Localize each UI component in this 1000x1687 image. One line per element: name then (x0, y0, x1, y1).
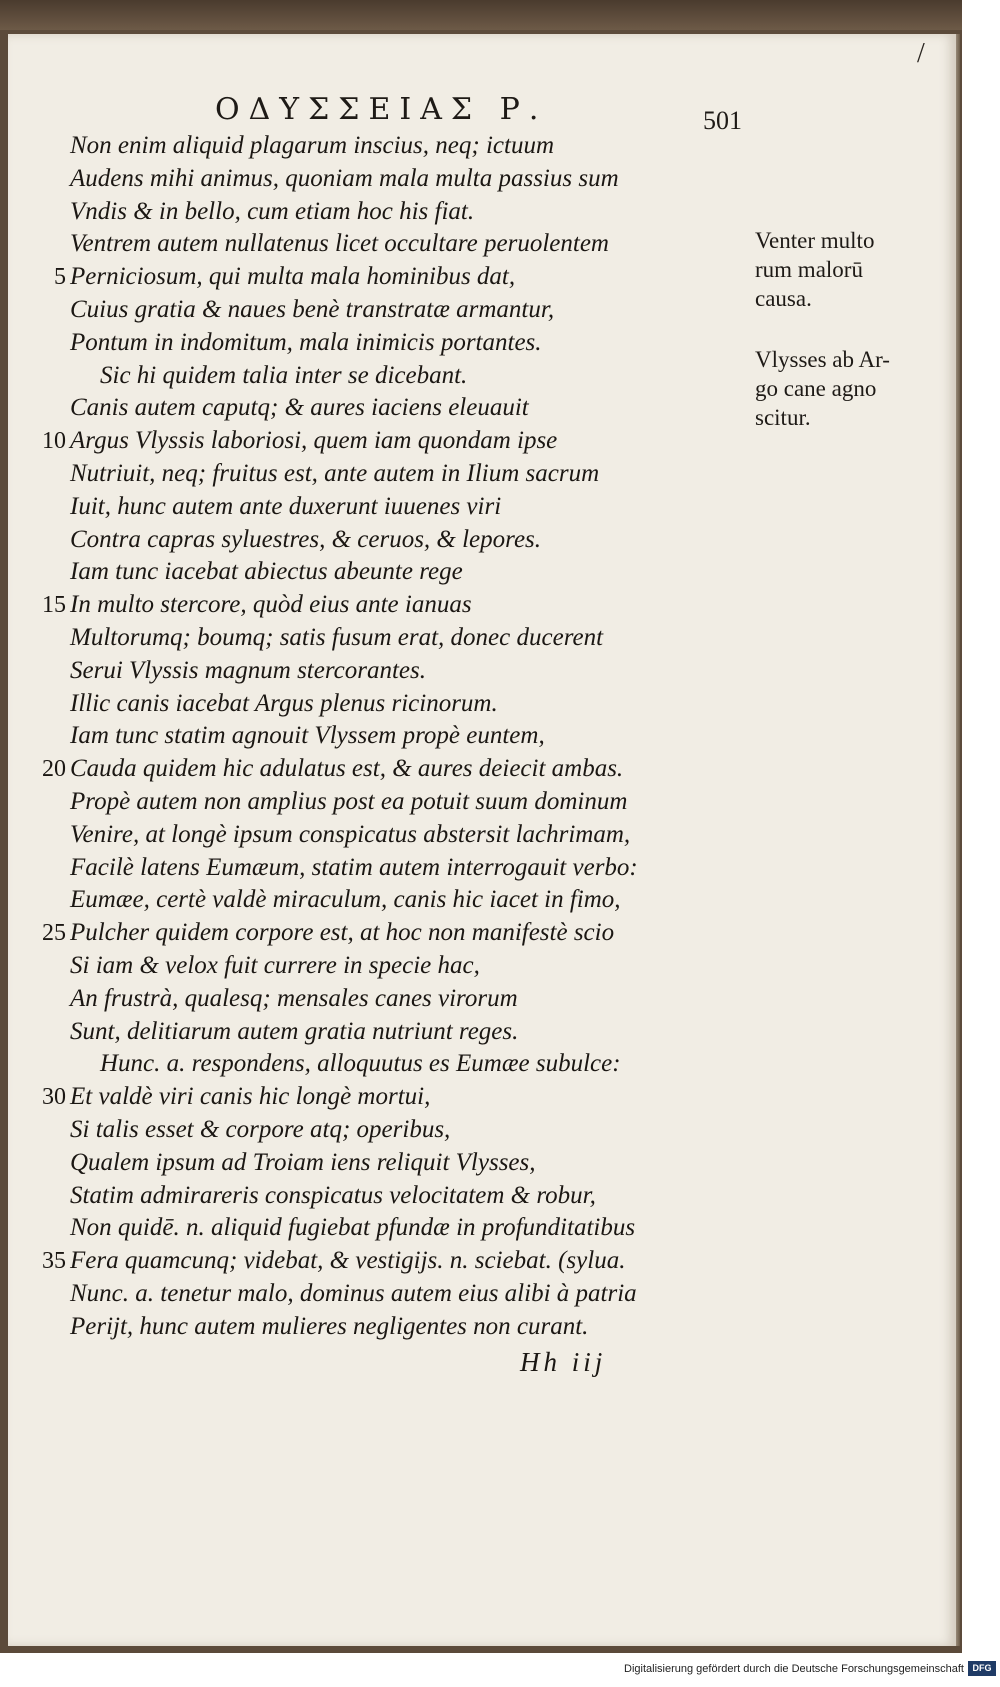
verse-line (28, 622, 728, 655)
verse-line (28, 1114, 728, 1147)
line-number: 5 (54, 264, 66, 291)
verse-line (28, 360, 728, 393)
verse-line (28, 1016, 728, 1049)
verse-line (28, 688, 728, 721)
verse-text: Perijt, hunc autem mulieres negligentes non curant. (70, 1312, 589, 1340)
verse-line (28, 1245, 728, 1278)
verse-text: Iam tunc statim agnouit Vlyssem propè euntem, (70, 722, 545, 750)
verse-text: Non quidē. n. aliquid fugiebat pfundæ in profunditatibus (70, 1214, 636, 1242)
verse-text: Nunc. a. tenetur malo, dominus autem eius alibi à patria (70, 1279, 637, 1307)
corner-mark: / (917, 38, 925, 69)
verse-line (28, 294, 728, 327)
verse-line (28, 1311, 728, 1344)
margin-note-line: Venter multo (755, 228, 875, 253)
verse-text: Eumæe, certè valdè miraculum, canis hic iacet in fimo, (70, 886, 621, 914)
verse-text: Sunt, delitiarum autem gratia nutriunt reges. (70, 1017, 519, 1045)
verse-text: Ventrem autem nullatenus licet occultare peruolentem (70, 230, 609, 258)
verse-line (28, 852, 728, 885)
verse-text: An frustrà, qualesq; mensales canes virorum (70, 984, 518, 1012)
margin-note-line: rum malorū (755, 257, 863, 282)
verse-text: Vndis & in bello, cum etiam hoc his fiat. (70, 197, 475, 225)
margin-note-line: Vlysses ab Ar- (755, 347, 890, 372)
verse-text: Contra capras syluestres, & ceruos, & lepores. (70, 525, 542, 553)
verse-line (28, 130, 728, 163)
verse-text: Sic hi quidem talia inter se dicebant. (100, 361, 468, 389)
line-number: 25 (42, 920, 66, 947)
verse-line (28, 228, 728, 261)
verse-text: Pontum in indomitum, mala inimicis portantes. (70, 328, 542, 356)
verse-line (28, 1147, 728, 1180)
verse-line (28, 491, 728, 524)
verse-line (28, 786, 728, 819)
verse-line (28, 1212, 728, 1245)
verse-line (28, 983, 728, 1016)
verse-line (28, 1278, 728, 1311)
signature-mark: Hh iij (520, 1347, 607, 1377)
verse-line (28, 720, 728, 753)
verse-text: Audens mihi animus, quoniam mala multa passius sum (70, 164, 619, 192)
verse-line (28, 425, 728, 458)
verse-line (28, 589, 728, 622)
verse-line (28, 1081, 728, 1114)
verse-text: Venire, at longè ipsum conspicatus abstersit lachrimam, (70, 820, 631, 848)
verse-line (28, 392, 728, 425)
verse-text: Statim admirareris conspicatus velocitatem & robur, (70, 1181, 596, 1209)
verse-text: Si talis esset & corpore atq; operibus, (70, 1115, 451, 1143)
verse-text: Propè autem non amplius post ea potuit suum dominum (70, 787, 628, 815)
verse-text: Qualem ipsum ad Troiam iens reliquit Vlysses, (70, 1148, 536, 1176)
margin-note-line: causa. (755, 286, 812, 311)
verse-line (28, 524, 728, 557)
verse-text: Perniciosum, qui multa mala hominibus dat, (70, 263, 516, 291)
running-head: ΟΔΥΣΣΕΙΑΣ Ρ. (215, 92, 548, 127)
verse-text: Nutriuit, neq; fruitus est, ante autem in Ilium sacrum (70, 459, 600, 487)
verse-text: Iam tunc iacebat abiectus abeunte rege (70, 558, 463, 586)
verse-text: Argus Vlyssis laboriosi, quem iam quondam ipse (70, 427, 558, 455)
verse-line (28, 261, 728, 294)
verse-line (28, 884, 728, 917)
dfg-logo: DFG (968, 1661, 996, 1676)
verse-text: Et valdè viri canis hic longè mortui, (70, 1083, 431, 1111)
verse-line (28, 917, 728, 950)
line-number: 20 (42, 756, 66, 783)
verse-text: Iuit, hunc autem ante duxerunt iuuenes viri (70, 492, 502, 520)
page-number: 501 (703, 106, 742, 135)
verse-text: Cuius gratia & naues benè transtratæ armantur, (70, 295, 555, 323)
verse-line (28, 163, 728, 196)
verse-line (28, 950, 728, 983)
verse-line (28, 753, 728, 786)
verse-line (28, 1180, 728, 1213)
verse-text: Cauda quidem hic adulatus est, & aures deiecit ambas. (70, 755, 624, 783)
verse-line (28, 556, 728, 589)
line-number: 35 (42, 1248, 66, 1275)
verse-text: Hunc. a. respondens, alloquutus es Eumæe subulce: (100, 1050, 621, 1078)
verse-line (28, 327, 728, 360)
footer-bar (0, 1653, 1000, 1687)
verse-text: Canis autem caputq; & aures iaciens eleuauit (70, 394, 529, 422)
footer-credit: Digitalisierung gefördert durch die Deutsche Forschungsgemeinschaft (624, 1663, 964, 1675)
line-number: 15 (42, 592, 66, 619)
margin-note-venter (755, 226, 915, 313)
verse-line (28, 655, 728, 688)
margin-note-line: go cane agno (755, 376, 877, 401)
verse-line (28, 819, 728, 852)
verse-text: Illic canis iacebat Argus plenus ricinorum. (70, 689, 498, 717)
line-number: 10 (42, 428, 66, 455)
verse-text: Serui Vlyssis magnum stercorantes. (70, 656, 426, 684)
verse-text: Facilè latens Eumæum, statim autem interrogauit verbo: (70, 853, 638, 881)
verse-text: In multo stercore, quòd eius ante ianuas (70, 591, 472, 619)
margin-note-line: scitur. (755, 405, 811, 430)
verse-text: Si iam & velox fuit currere in specie hac, (70, 951, 480, 979)
verse-text: Fera quamcunq; videbat, & vestigijs. n. sciebat. (sylua. (70, 1247, 626, 1275)
verse-line (28, 458, 728, 491)
verse-block (28, 130, 728, 1343)
book-top-edge (0, 0, 962, 30)
margin-note-vlysses (755, 345, 915, 432)
verse-text: Multorumq; boumq; satis fusum erat, donec ducerent (70, 623, 604, 651)
verse-line (28, 196, 728, 229)
verse-line (28, 1048, 728, 1081)
verse-text: Pulcher quidem corpore est, at hoc non manifestè scio (70, 919, 615, 947)
line-number: 30 (42, 1084, 66, 1111)
verse-text: Non enim aliquid plagarum inscius, neq; ictuum (70, 132, 554, 159)
